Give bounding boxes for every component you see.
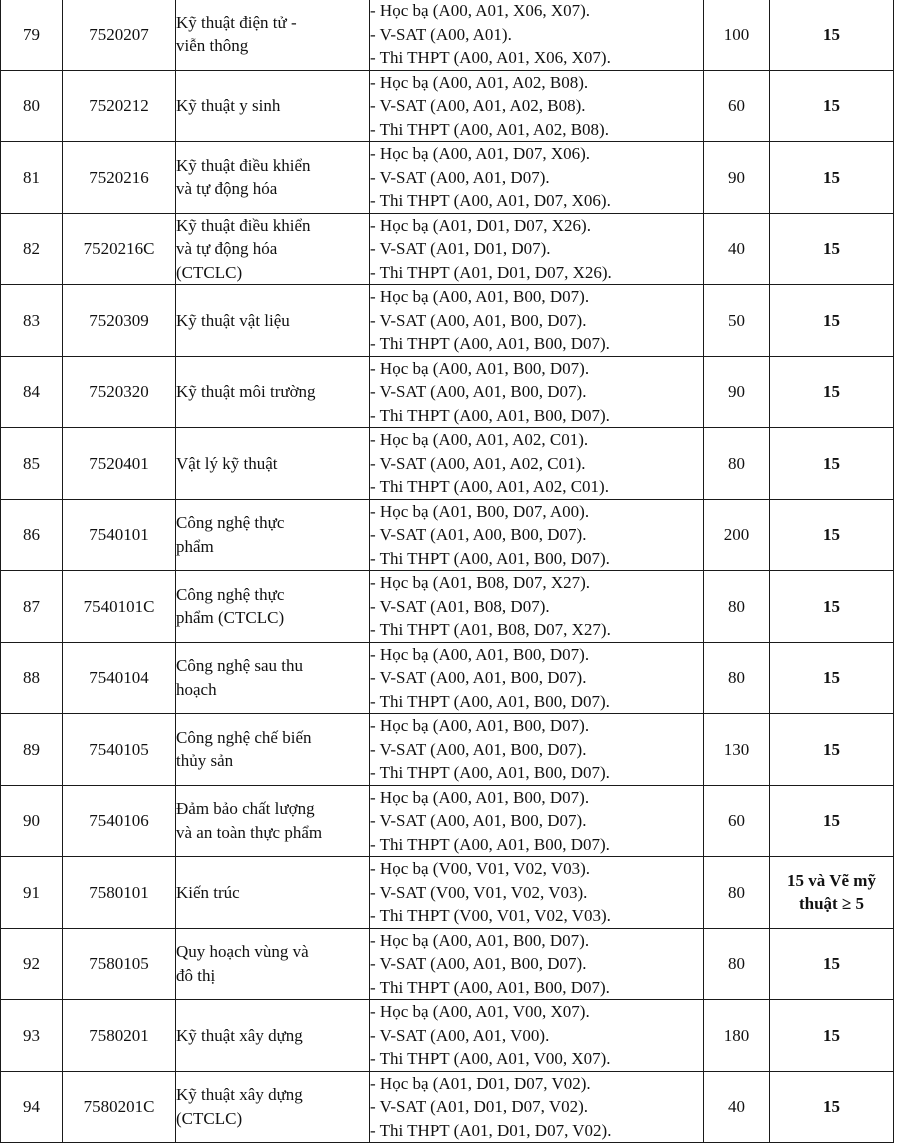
row-number: 92 bbox=[1, 928, 63, 1000]
admission-method-line: - V-SAT (A00, A01, B00, D07). bbox=[370, 668, 587, 687]
admission-method-line: - V-SAT (A00, A01, A02, B08). bbox=[370, 96, 586, 115]
major-name: Kỹ thuật xây dựng (CTCLC) bbox=[176, 1071, 370, 1143]
admission-methods bbox=[370, 857, 704, 929]
admission-method-line: - Thi THPT (V00, V01, V02, V03). bbox=[370, 906, 611, 925]
major-code: 7520216C bbox=[63, 213, 176, 285]
quota: 80 bbox=[704, 928, 770, 1000]
quota: 90 bbox=[704, 356, 770, 428]
admission-method-line: - Học bạ (A00, A01, X06, X07). bbox=[370, 1, 591, 20]
major-code: 7580201 bbox=[63, 1000, 176, 1072]
admission-method-line: - Học bạ (A00, A01, B00, D07). bbox=[370, 930, 590, 950]
admission-method-line: - V-SAT (A00, A01, A02, C01). bbox=[370, 453, 586, 473]
row-number: 84 bbox=[1, 356, 63, 428]
table-row bbox=[1, 285, 894, 357]
admission-methods bbox=[370, 70, 704, 142]
table-row bbox=[1, 1000, 894, 1072]
admission-method-line: - Thi THPT (A01, B08, D07, X27). bbox=[370, 620, 611, 639]
minimum-score: 15 bbox=[770, 70, 894, 142]
minimum-score: 15 bbox=[770, 0, 894, 70]
major-code: 7520320 bbox=[63, 356, 176, 428]
admission-method-line: - Thi THPT (A00, A01, V00, X07). bbox=[370, 1049, 611, 1068]
row-number: 81 bbox=[1, 142, 63, 214]
major-code: 7540105 bbox=[63, 714, 176, 786]
major-name: Công nghệ thực phẩm bbox=[176, 499, 370, 571]
quota: 80 bbox=[704, 571, 770, 643]
quota: 130 bbox=[704, 714, 770, 786]
major-code: 7540101C bbox=[63, 571, 176, 643]
quota: 200 bbox=[704, 499, 770, 571]
table-row bbox=[1, 0, 894, 70]
admission-methods bbox=[370, 213, 704, 285]
row-number: 90 bbox=[1, 785, 63, 857]
major-code: 7520216 bbox=[63, 142, 176, 214]
admission-method-line: - Thi THPT (A01, D01, D07, X26). bbox=[370, 262, 612, 282]
admission-method-line: - Học bạ (A00, A01, B00, D07). bbox=[370, 358, 590, 378]
minimum-score: 15 bbox=[770, 1071, 894, 1143]
table-row bbox=[1, 1071, 894, 1143]
table-row bbox=[1, 857, 894, 929]
admission-method-line: - Học bạ (A00, A01, D07, X06). bbox=[370, 144, 591, 163]
row-number: 83 bbox=[1, 285, 63, 357]
major-code: 7540106 bbox=[63, 785, 176, 857]
admission-method-line: - V-SAT (A01, A00, B00, D07). bbox=[370, 525, 587, 544]
minimum-score: 15 bbox=[770, 142, 894, 214]
major-name: Kỹ thuật vật liệu bbox=[176, 285, 370, 357]
admission-methods bbox=[370, 356, 704, 428]
major-name: Kỹ thuật điều khiển và tự động hóa bbox=[176, 142, 370, 214]
table-row bbox=[1, 142, 894, 214]
admission-method-line: - Thi THPT (A00, A01, B00, D07). bbox=[370, 691, 610, 711]
admission-method-line: - V-SAT (A00, A01, B00, D07). bbox=[370, 739, 587, 759]
row-number: 80 bbox=[1, 70, 63, 142]
admission-method-line: - Thi THPT (A00, A01, X06, X07). bbox=[370, 48, 611, 67]
row-number: 93 bbox=[1, 1000, 63, 1072]
admission-method-line: - Thi THPT (A00, A01, B00, D07). bbox=[370, 834, 610, 854]
admission-method-line: - Thi THPT (A00, A01, A02, C01). bbox=[370, 477, 609, 496]
quota: 90 bbox=[704, 142, 770, 214]
minimum-score: 15 bbox=[770, 428, 894, 500]
admission-method-line: - V-SAT (A01, D01, D07, V02). bbox=[370, 1097, 589, 1116]
admission-method-line: - Học bạ (A01, D01, D07, V02). bbox=[370, 1073, 591, 1093]
admission-methods bbox=[370, 0, 704, 70]
major-name: Kỹ thuật xây dựng bbox=[176, 1000, 370, 1072]
admission-method-line: - V-SAT (A01, B08, D07). bbox=[370, 596, 550, 616]
admission-method-line: - V-SAT (A00, A01, B00, D07). bbox=[370, 811, 587, 830]
table-row bbox=[1, 571, 894, 643]
table-row bbox=[1, 785, 894, 857]
table-row bbox=[1, 428, 894, 500]
minimum-score: 15 và Vẽ mỹ thuật ≥ 5 bbox=[770, 857, 894, 929]
admission-method-line: - Học bạ (A01, D01, D07, X26). bbox=[370, 215, 591, 235]
admission-method-line: - Học bạ (A00, A01, B00, D07). bbox=[370, 787, 590, 807]
major-code: 7540104 bbox=[63, 642, 176, 714]
admission-method-line: - Học bạ (A00, A01, B00, D07). bbox=[370, 716, 590, 735]
admission-method-line: - Thi THPT (A01, D01, D07, V02). bbox=[370, 1120, 612, 1140]
quota: 40 bbox=[704, 213, 770, 285]
major-code: 7580105 bbox=[63, 928, 176, 1000]
admission-method-line: - Thi THPT (A00, A01, B00, D07). bbox=[370, 763, 610, 782]
admission-method-line: - Học bạ (V00, V01, V02, V03). bbox=[370, 859, 591, 878]
minimum-score: 15 bbox=[770, 928, 894, 1000]
admission-methods bbox=[370, 428, 704, 500]
table-body bbox=[1, 0, 894, 1143]
admission-methods bbox=[370, 714, 704, 786]
row-number: 79 bbox=[1, 0, 63, 70]
admission-method-line: - Thi THPT (A00, A01, B00, D07). bbox=[370, 334, 610, 353]
minimum-score: 15 bbox=[770, 499, 894, 571]
admission-method-line: - Học bạ (A00, A01, A02, B08). bbox=[370, 72, 589, 92]
row-number: 91 bbox=[1, 857, 63, 929]
quota: 100 bbox=[704, 0, 770, 70]
major-name: Đảm bảo chất lượng và an toàn thực phẩm bbox=[176, 785, 370, 857]
admission-methods bbox=[370, 285, 704, 357]
admission-method-line: - V-SAT (A01, D01, D07). bbox=[370, 239, 551, 258]
row-number: 86 bbox=[1, 499, 63, 571]
admission-method-line: - Thi THPT (A00, A01, B00, D07). bbox=[370, 405, 610, 425]
admission-methods bbox=[370, 1000, 704, 1072]
quota: 60 bbox=[704, 785, 770, 857]
table-row bbox=[1, 70, 894, 142]
admission-method-line: - V-SAT (A00, A01, B00, D07). bbox=[370, 954, 587, 973]
minimum-score: 15 bbox=[770, 356, 894, 428]
admission-method-line: - Thi THPT (A00, A01, A02, B08). bbox=[370, 119, 609, 139]
minimum-score: 15 bbox=[770, 785, 894, 857]
admission-method-line: - V-SAT (A00, A01, B00, D07). bbox=[370, 310, 587, 330]
admission-method-line: - Học bạ (A00, A01, B00, D07). bbox=[370, 287, 590, 306]
major-code: 7520309 bbox=[63, 285, 176, 357]
quota: 80 bbox=[704, 642, 770, 714]
minimum-score: 15 bbox=[770, 285, 894, 357]
admission-method-line: - Thi THPT (A00, A01, D07, X06). bbox=[370, 191, 611, 210]
major-name: Kỹ thuật y sinh bbox=[176, 70, 370, 142]
major-code: 7520212 bbox=[63, 70, 176, 142]
major-name: Công nghệ thực phẩm (CTCLC) bbox=[176, 571, 370, 643]
row-number: 88 bbox=[1, 642, 63, 714]
admission-method-line: - Thi THPT (A00, A01, B00, D07). bbox=[370, 977, 610, 997]
table-row bbox=[1, 928, 894, 1000]
table-row bbox=[1, 714, 894, 786]
admission-method-line: - Học bạ (A00, A01, B00, D07). bbox=[370, 644, 590, 664]
minimum-score: 15 bbox=[770, 213, 894, 285]
quota: 60 bbox=[704, 70, 770, 142]
admission-methods bbox=[370, 785, 704, 857]
row-number: 94 bbox=[1, 1071, 63, 1143]
table-row bbox=[1, 642, 894, 714]
admission-method-line: - V-SAT (V00, V01, V02, V03). bbox=[370, 882, 588, 902]
quota: 40 bbox=[704, 1071, 770, 1143]
major-name: Vật lý kỹ thuật bbox=[176, 428, 370, 500]
table-row bbox=[1, 499, 894, 571]
admission-methods bbox=[370, 499, 704, 571]
table-row bbox=[1, 356, 894, 428]
major-name: Công nghệ chế biến thủy sản bbox=[176, 714, 370, 786]
admission-method-line: - Học bạ (A01, B00, D07, A00). bbox=[370, 501, 590, 521]
admission-method-line: - Thi THPT (A00, A01, B00, D07). bbox=[370, 548, 610, 568]
admission-methods bbox=[370, 642, 704, 714]
admission-method-line: - V-SAT (A00, A01, V00). bbox=[370, 1025, 550, 1045]
major-name: Kỹ thuật môi trường bbox=[176, 356, 370, 428]
minimum-score: 15 bbox=[770, 1000, 894, 1072]
table-row bbox=[1, 213, 894, 285]
row-number: 85 bbox=[1, 428, 63, 500]
admission-method-line: - V-SAT (A00, A01, D07). bbox=[370, 167, 550, 187]
major-name: Công nghệ sau thu hoạch bbox=[176, 642, 370, 714]
admission-method-line: - Học bạ (A00, A01, A02, C01). bbox=[370, 430, 589, 449]
major-code: 7540101 bbox=[63, 499, 176, 571]
major-name: Kỹ thuật điều khiển và tự động hóa (CTCLC) bbox=[176, 213, 370, 285]
major-name: Kiến trúc bbox=[176, 857, 370, 929]
admission-methods bbox=[370, 142, 704, 214]
minimum-score: 15 bbox=[770, 642, 894, 714]
admission-method-line: - Học bạ (A00, A01, V00, X07). bbox=[370, 1002, 590, 1021]
admission-method-line: - V-SAT (A00, A01). bbox=[370, 24, 512, 44]
major-name: Quy hoạch vùng và đô thị bbox=[176, 928, 370, 1000]
major-code: 7580101 bbox=[63, 857, 176, 929]
row-number: 87 bbox=[1, 571, 63, 643]
quota: 50 bbox=[704, 285, 770, 357]
admission-methods bbox=[370, 1071, 704, 1143]
major-code: 7520401 bbox=[63, 428, 176, 500]
admission-methods bbox=[370, 571, 704, 643]
minimum-score: 15 bbox=[770, 714, 894, 786]
row-number: 82 bbox=[1, 213, 63, 285]
admission-methods bbox=[370, 928, 704, 1000]
row-number: 89 bbox=[1, 714, 63, 786]
minimum-score: 15 bbox=[770, 571, 894, 643]
quota: 180 bbox=[704, 1000, 770, 1072]
major-name: Kỹ thuật điện tử - viễn thông bbox=[176, 0, 370, 70]
quota: 80 bbox=[704, 428, 770, 500]
admission-method-line: - V-SAT (A00, A01, B00, D07). bbox=[370, 382, 587, 401]
admission-method-line: - Học bạ (A01, B08, D07, X27). bbox=[370, 573, 591, 592]
major-code: 7520207 bbox=[63, 0, 176, 70]
quota: 80 bbox=[704, 857, 770, 929]
major-code: 7580201C bbox=[63, 1071, 176, 1143]
